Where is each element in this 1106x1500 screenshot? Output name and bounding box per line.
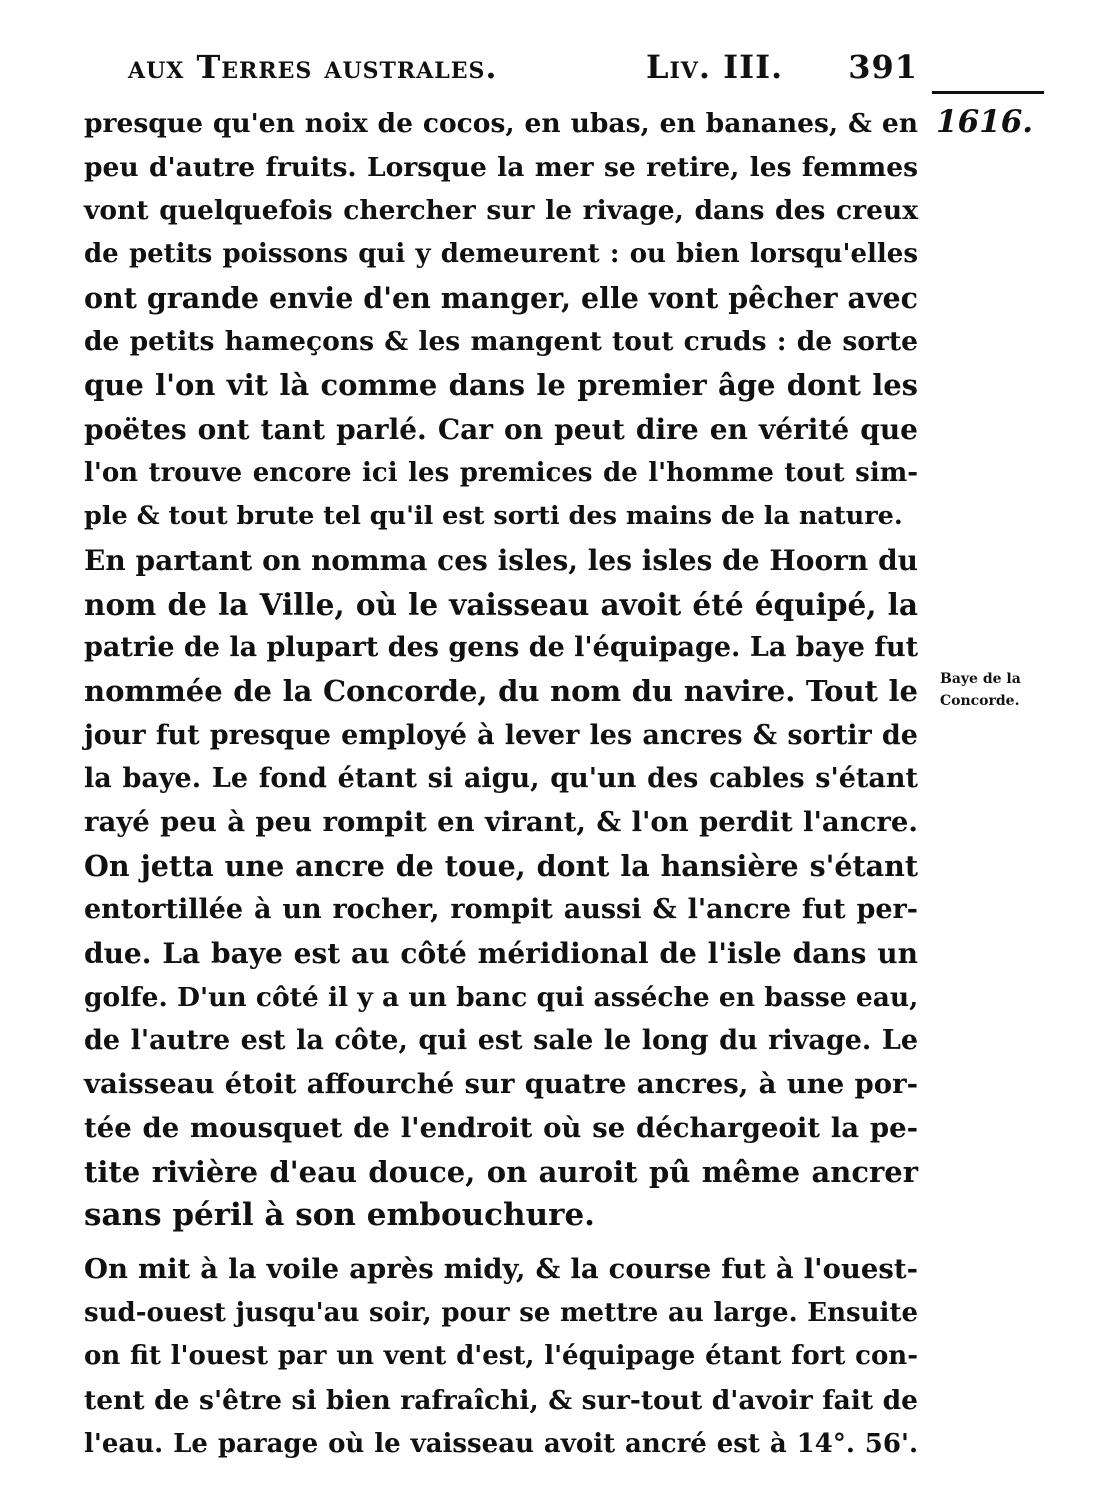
text-line: nommée de la Concorde, du nom du navire. Tout le <box>84 673 918 708</box>
text-line: On jetta une ancre de toue, dont la hansière s'étant <box>84 848 918 883</box>
margin-rule <box>932 91 1044 94</box>
text-line: sans péril à son embouchure. <box>84 1197 595 1234</box>
margin-note-line: Concorde. <box>940 693 1020 709</box>
text-line: de petits hameçons & les mangent tout cruds : de sorte <box>84 326 918 358</box>
text-line: golfe. D'un côté il y a un banc qui asséche en basse eau, <box>84 981 919 1013</box>
text-line: entortillée à un rocher, rompit aussi & l'ancre fut per- <box>84 894 918 926</box>
page-number: 391 <box>848 48 918 86</box>
text-line: de l'autre est la côte, qui est sale le long du rivage. Le <box>84 1025 918 1057</box>
text-line: jour fut presque employé à lever les ancres & sortir de <box>84 719 918 751</box>
text-line: tée de mousquet de l'endroit où se déchargeoit la pe- <box>84 1111 918 1144</box>
text-line: que l'on vit là comme dans le premier âge dont les <box>84 368 918 403</box>
text-line: patrie de la plupart des gens de l'équipage. La baye fut <box>84 632 919 664</box>
text-line: ple & tout brute tel qu'il est sorti des mains de la nature. <box>84 501 903 532</box>
text-line: peu d'autre fruits. Lorsque la mer se retire, les femmes <box>84 151 918 183</box>
paragraph <box>84 1248 918 1466</box>
text-line: poëtes ont tant parlé. Car on peut dire en vérité que <box>84 412 918 446</box>
margin-note-line: Baye de la <box>940 671 1021 687</box>
text-line: sud-ouest jusqu'au soir, pour se mettre au large. Ensuite <box>84 1297 918 1328</box>
body-text <box>84 102 918 1466</box>
text-line: on fit l'ouest par un vent d'est, l'équipage étant fort con- <box>84 1341 918 1372</box>
text-line: presque qu'en noix de cocos, en ubas, en bananes, & en <box>84 108 918 139</box>
text-line: tite rivière d'eau douce, on auroit pû même ancrer <box>84 1154 918 1189</box>
running-head-book: Liv. III. <box>646 48 784 86</box>
text-line: due. La baye est au côté méridional de l'isle dans un <box>84 937 918 971</box>
text-line: On mit à la voile après midy, & la course fut à l'ouest- <box>84 1252 918 1285</box>
text-line: de petits poissons qui y demeurent : ou bien lorsqu'elles <box>84 239 918 270</box>
text-line: l'on trouve encore ici les premices de l'homme tout sim- <box>84 457 918 488</box>
margin-year: 1616. <box>936 104 1034 140</box>
text-line: l'eau. Le parage où le vaisseau avoit ancré est à 14°. 56'. <box>84 1428 918 1459</box>
margin-note <box>940 668 1021 712</box>
text-line: la baye. Le fond étant si aigu, qu'un des cables s'étant <box>84 763 918 795</box>
paragraph-gap <box>84 1238 918 1248</box>
text-line: ont grande envie d'en manger, elle vont pêcher avec <box>84 280 918 315</box>
text-line: vaisseau étoit affourché sur quatre ancres, à une por- <box>84 1068 918 1101</box>
text-line: rayé peu à peu rompit en virant, & l'on perdit l'ancre. <box>84 806 918 838</box>
text-line: vont quelquefois chercher sur le rivage, dans des creux <box>84 195 918 227</box>
paragraph <box>84 102 918 1238</box>
text-line: tent de s'être si bien rafraîchi, & sur-tout d'avoir fait de <box>84 1384 918 1416</box>
running-head-title: aux Terres australes. <box>128 48 498 86</box>
text-line: nom de la Ville, où le vaisseau avoit été équipé, la <box>84 586 918 622</box>
running-head <box>128 48 918 92</box>
text-line: En partant on nomma ces isles, les isles de Hoorn du <box>84 543 918 577</box>
